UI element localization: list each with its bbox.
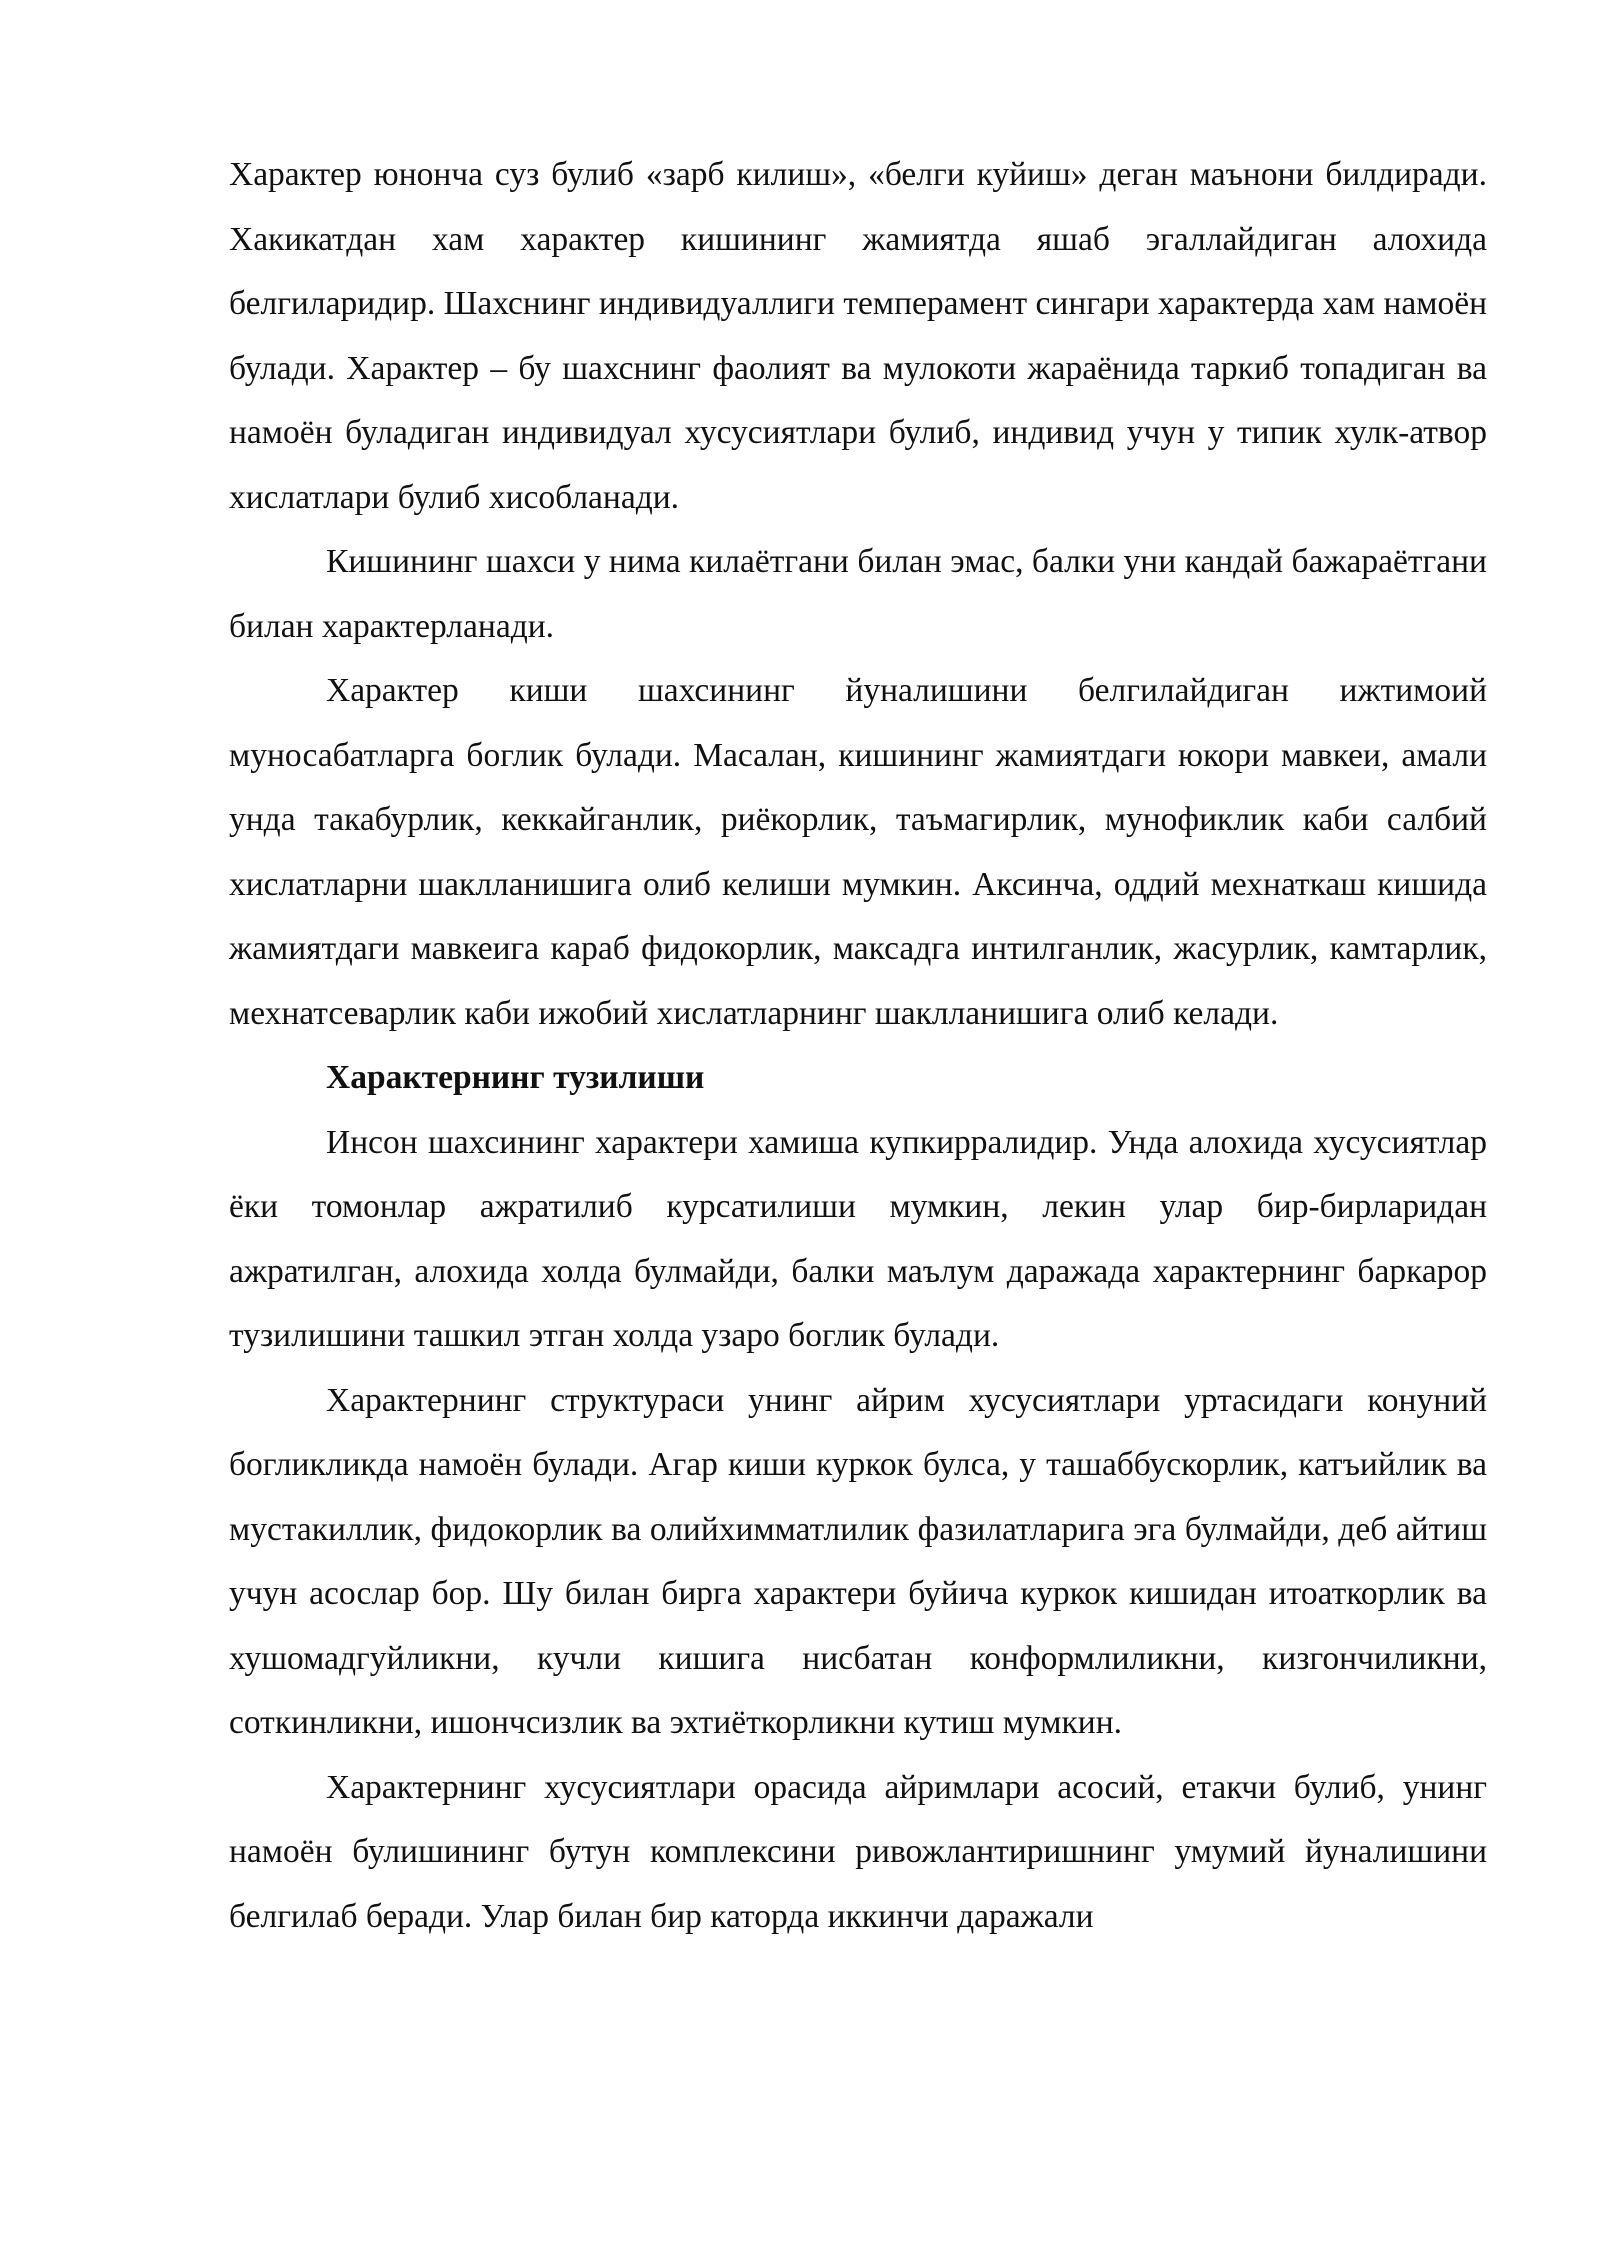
paragraph-multifaceted: Инсон шахсининг характери хамиша купкирралидир. Унда алохида хусусиятлар ёки томонлар ажратилиб курсатилиши мумкин, лекин улар бир-бирларидан ажратилган, алохида холда булмайди, балки маълум даражада характернинг баркарор тузилишини ташкил этган холда узаро боглик булади.: [229, 1123, 1487, 1354]
paragraph-structure: Характернинг структураси унинг айрим хусусиятлари уртасидаги конуний богликликда намоён булади. Агар киши куркок булса, у ташаббускорлик, катъийлик ва мустакиллик, фидокорлик ва олийхимматлилик фазилатларига эга булмайди, деб айтиш учун асослар бор. Шу билан бирга характери буйича куркок кишидан итоаткорлик ва хушомадгуйликни, кучли кишига нисбатан конформлиликни, кизгончиликни, соткинликни, ишончсизлик ва эхтиёткорликни кутиш мумкин.: [229, 1381, 1487, 1741]
section-heading: Характернинг тузилиши: [326, 1059, 705, 1096]
paragraph-character-definition: Характер юнонча суз булиб «зарб килиш», «белги куйиш» деган маънони билдиради. Хакикатдан хам характер кишининг жамиятда яшаб эгаллайдиган алохида белгиларидир. Шахснинг индивидуаллиги темперамент сингари характерда хам намоён булади. Характер – бу шахснинг фаолият ва мулокоти жараёнида таркиб топадиган ва намоён буладиган индивидуал хусусиятлари булиб, индивид учун у типик хулк-атвор хислатлари булиб хисобланади.: [229, 156, 1487, 516]
paragraph-personality: Кишининг шахси у нима килаётгани билан эмас, балки уни кандай бажараётгани билан характерланади.: [229, 543, 1487, 645]
paragraph-social-relations: Характер киши шахсининг йуналишини белгилайдиган ижтимоий муносабатларга боглик булади. Масалан, кишининг жамиятдаги юкори мавкеи, амали унда такабурлик, кеккайганлик, риёкорлик, таъмагирлик, мунофиклик каби салбий хислатларни шаклланишига олиб келиши мумкин. Аксинча, оддий мехнаткаш кишида жамиятдаги мавкеига караб фидокорлик, максадга интилганлик, жасурлик, камтарлик, мехнатсеварлик каби ижобий хислатларнинг шаклланишига олиб келади.: [229, 672, 1487, 1032]
paragraph-leading-traits: Характернинг хусусиятлари орасида айримлари асосий, етакчи булиб, унинг намоён булишининг бутун комплексини ривожлантиришнинг умумий йуналишини белгилаб беради. Улар билан бир каторда иккинчи даражали: [229, 1768, 1487, 1935]
document-body: [229, 143, 1487, 1949]
